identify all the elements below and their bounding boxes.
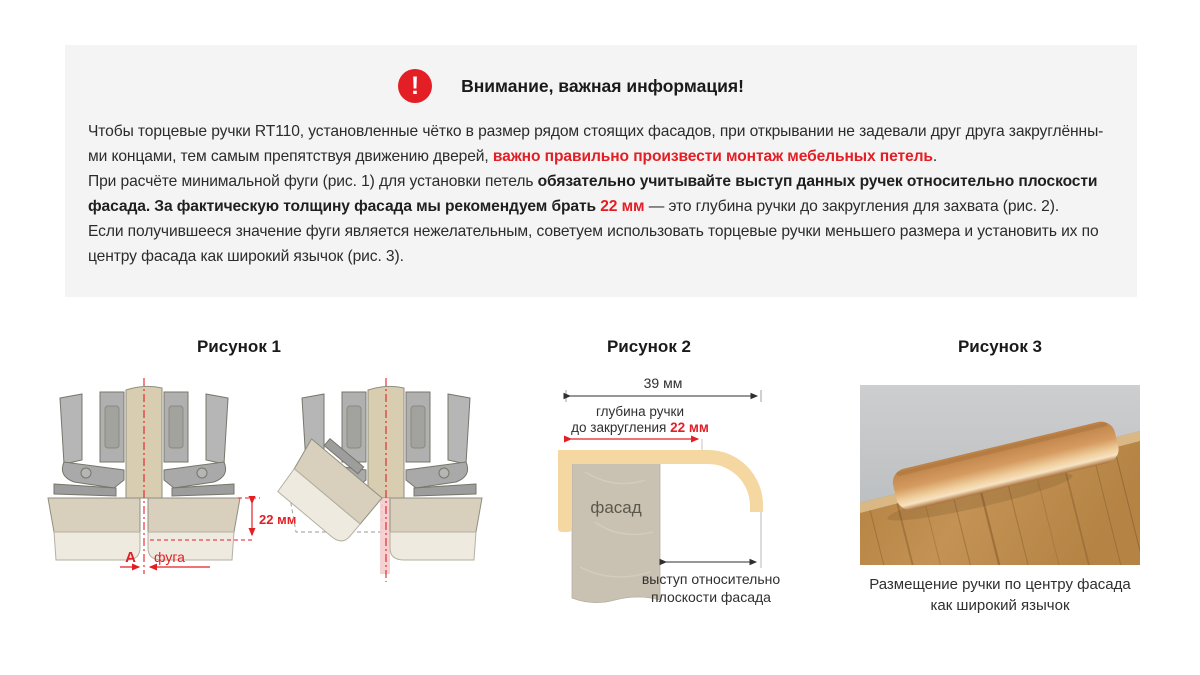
fig1-dim-22mm: 22 мм <box>259 512 297 527</box>
fig1-label-fuga: фуга <box>154 549 185 565</box>
figure3-title: Рисунок 3 <box>957 337 1043 356</box>
fig2-depth-value: 22 мм <box>670 420 709 435</box>
figure2-section-diagram <box>545 372 830 628</box>
fig2-facade-label: фасад <box>590 498 642 517</box>
text-segment-bold: фасада. За фактическую толщину фасада мы рекомендуем брать <box>88 198 601 215</box>
text-segment: . <box>932 148 938 165</box>
figure1-title: Рисунок 1 <box>196 337 282 356</box>
warning-icon: ! <box>398 69 432 103</box>
text-segment-red: 22 мм <box>600 198 645 215</box>
figure3-caption <box>845 574 1155 616</box>
fig2-dim-39mm: 39 мм <box>643 375 683 391</box>
fig2-depth-label-line1: глубина ручки <box>596 404 684 419</box>
text-segment: Чтобы торцевые ручки RT110, установленные чётко в размер рядом стоящих фасадов, при открывании не задевали друг друга закруглённы- <box>88 123 1104 140</box>
text-segment-red: важно правильно произвести монтаж мебельных петель <box>492 148 933 165</box>
fig1-label-A: A <box>125 549 136 566</box>
figure3-caption-line2: как широкий язычок <box>930 597 1070 614</box>
text-segment: центру фасада как широкий язычок (рис. 3). <box>88 248 404 265</box>
notice-line <box>88 119 1114 144</box>
notice-panel <box>65 45 1137 297</box>
fig2-protrusion-label-line2: плоскости фасада <box>651 589 771 605</box>
text-segment-bold: обязательно учитывайте выступ данных ручек относительно плоскости <box>537 173 1098 190</box>
notice-line <box>88 169 1114 194</box>
text-segment: Если получившееся значение фуги является нежелательным, советуем использовать торцевые ручки меньшего размера и установить их по <box>88 223 1099 240</box>
notice-header <box>35 69 1107 103</box>
notice-line <box>88 219 1114 244</box>
figure2-title: Рисунок 2 <box>606 337 692 356</box>
fig2-protrusion-label-line1: выступ относительно <box>641 571 781 587</box>
text-segment: — это глубина ручки до закругления для захвата (рис. 2). <box>644 198 1060 215</box>
notice-line <box>88 144 1114 169</box>
fig1-open-door <box>272 378 482 582</box>
figure3-caption-line1: Размещение ручки по центру фасада <box>869 576 1131 593</box>
fig2-depth-label-line2: до закругления 22 мм <box>571 420 709 435</box>
figure1-hinge-diagram <box>40 372 500 604</box>
figure3-handle-photo <box>860 385 1140 565</box>
fig1-closed-doors <box>48 378 296 574</box>
notice-title: Внимание, важная информация! <box>461 75 744 96</box>
notice-line <box>88 194 1114 219</box>
notice-line <box>88 244 1114 269</box>
notice-text <box>88 119 1114 269</box>
text-segment: При расчёте минимальной фуги (рис. 1) для установки петель <box>88 173 538 190</box>
text-segment: ми концами, тем самым препятствуя движению дверей, <box>88 148 493 165</box>
